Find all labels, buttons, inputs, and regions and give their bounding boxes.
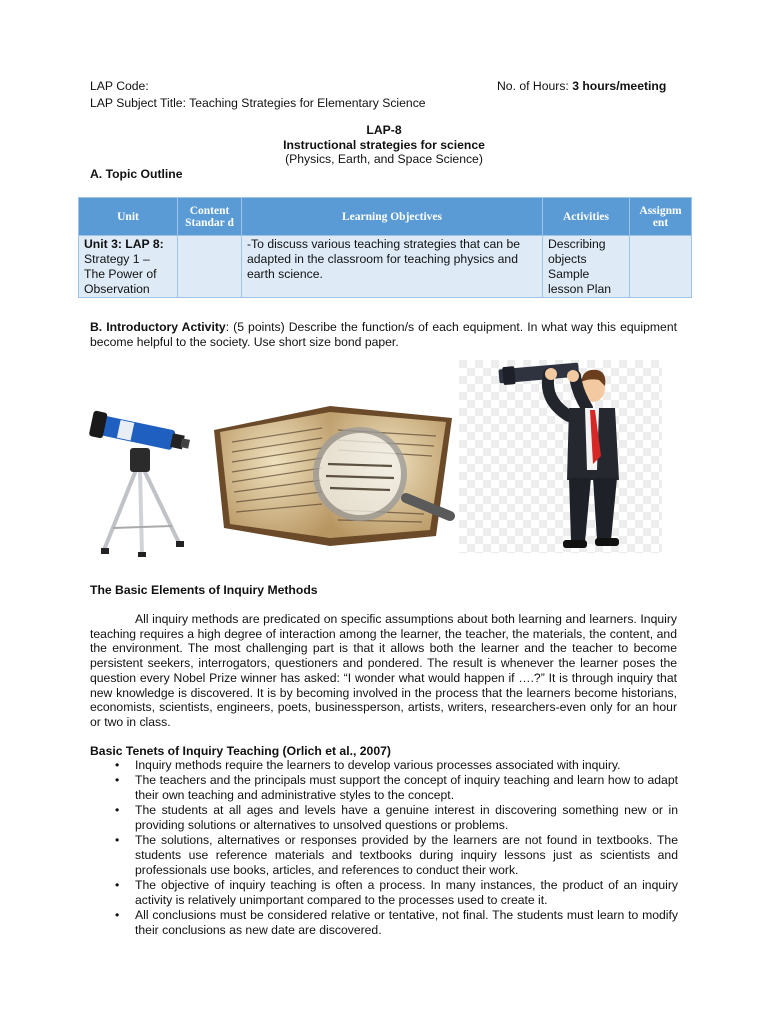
lap-code-label: LAP Code: <box>90 79 149 93</box>
hours-line <box>497 79 666 93</box>
tenet-text: The teachers and the principals must support the concept of inquiry teaching and learn how to adapt their own teaching and administrative styles to the concept. <box>135 773 678 802</box>
hours-label: No. of Hours: <box>497 79 573 93</box>
list-item <box>90 908 678 938</box>
hours-value: 3 hours/meeting <box>572 79 667 93</box>
subject-title: LAP Subject Title: Teaching Strategies for Elementary Science <box>90 96 426 110</box>
cell-activities: Describing objects Sample lesson Plan <box>543 236 630 298</box>
tenet-text: The solutions, alternatives or responses provided by the learners are not found in textbooks. The students use reference materials and textbooks during inquiry lessons just as scientists and professionals use books, articles, and references to conduct their work. <box>135 833 678 877</box>
page-subtitle: (Physics, Earth, and Space Science) <box>285 152 483 166</box>
cell-content-standard <box>178 236 242 298</box>
topic-outline-table <box>78 197 692 298</box>
col-header-content-standard: Content Standar d <box>178 198 242 236</box>
bullet-icon: • <box>115 908 120 922</box>
lap-number: LAP-8 <box>366 123 402 137</box>
list-item <box>90 878 678 908</box>
col-header-learning-objectives: Learning Objectives <box>242 198 543 236</box>
intro-activity-text: : (5 points) Describe the function/s of each equipment. In what way this equipment become helpful to the society. Use short size bond paper. <box>90 320 677 349</box>
list-item <box>90 758 678 773</box>
topic-outline-heading: A. Topic Outline <box>90 167 183 181</box>
magnifying-glass-book-image <box>210 400 456 548</box>
bullet-icon: • <box>115 878 120 892</box>
bullet-icon: • <box>115 758 120 772</box>
bullet-icon: • <box>115 833 120 847</box>
cell-assignment <box>630 236 692 298</box>
unit-label: Unit 3: LAP 8: <box>84 237 164 251</box>
tenet-text: Inquiry methods require the learners to develop various processes associated with inquiry. <box>135 758 621 772</box>
bullet-icon: • <box>115 773 120 787</box>
tenets-heading: Basic Tenets of Inquiry Teaching (Orlich et al., 2007) <box>90 744 391 758</box>
col-header-assignment: Assignm ent <box>630 198 692 236</box>
inquiry-heading: The Basic Elements of Inquiry Methods <box>90 583 318 597</box>
telescope-image <box>88 410 200 558</box>
page-title: Instructional strategies for science <box>283 138 485 152</box>
tenet-text: All conclusions must be considered relative or tentative, not final. The students must learn to modify their conclusions as new date are discovered. <box>135 908 678 937</box>
man-with-telescope-image <box>459 360 662 553</box>
tenet-text: The objective of inquiry teaching is often a process. In many instances, the product of an inquiry activity is relatively unimportant compared to the processes used to create it. <box>135 878 678 907</box>
list-item <box>90 773 678 803</box>
list-item <box>90 833 678 878</box>
col-header-activities: Activities <box>543 198 630 236</box>
table-row <box>79 236 692 298</box>
list-item <box>90 803 678 833</box>
inquiry-paragraph: All inquiry methods are predicated on specific assumptions about both learning and learners. Inquiry teaching requires a high degree of interaction among the learner, the teacher, the materials, the content, and the environment. The most challenging part is that it allows both the learner and the teacher to become persistent seekers, interrogators, questioners and pondered. The result is whenever the learner poses the question every Nobel Prize winner has asked: “I wonder what would happen if ….?” It is through inquiry that new knowledge is discovered. It is by becoming involved in the process that the learners become historians, economists, scientists, engineers, poets, businessperson, artists, writers, researchers-even only for an hour or two in class. <box>90 612 677 729</box>
tenets-list <box>90 758 678 938</box>
cell-objectives: -To discuss various teaching strategies that can be adapted in the classroom for teaching physics and earth science. <box>242 236 543 298</box>
unit-strategy: Strategy 1 – The Power of Observation <box>84 252 157 296</box>
col-header-unit: Unit <box>79 198 178 236</box>
tenet-text: The students at all ages and levels have a genuine interest in discovering something new or in providing solutions or alternatives to unsolved questions or problems. <box>135 803 678 832</box>
intro-activity <box>90 320 677 350</box>
intro-activity-label: B. Introductory Activity <box>90 320 226 334</box>
bullet-icon: • <box>115 803 120 817</box>
cell-unit <box>79 236 178 298</box>
table-header-row <box>79 198 692 236</box>
